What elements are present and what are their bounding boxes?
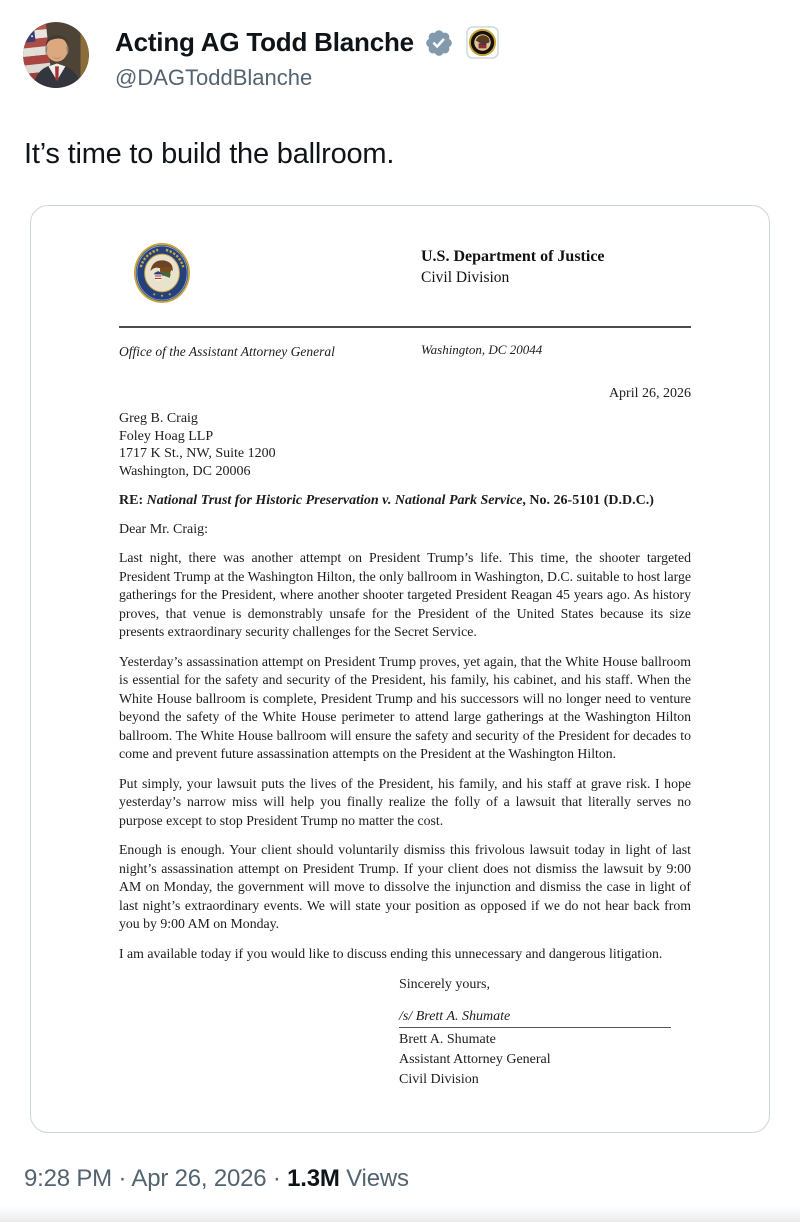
agency-block	[421, 248, 605, 287]
tweet-text: It’s time to build the ballroom.	[24, 138, 395, 170]
avatar[interactable]	[23, 22, 89, 88]
recipient-line: Greg B. Craig	[119, 411, 198, 426]
letter-paragraph: Yesterday’s assassination attempt on President Trump proves, yet again, that the White House ballroom is essential for the safety and security of the President, his family, his cabinet, and his staff. When the White House ballroom is complete, President Trump and his successors will no longer need to venture beyond the safety of the White House perimeter to attend large gatherings at the Washington Hilton ballroom. The White House ballroom will ensure the safety and security of the President for decades to come and prevent future assassination attempts on the President at the Washington Hilton.	[119, 653, 691, 761]
signer-division: Civil Division	[399, 1072, 479, 1087]
author-handle[interactable]: @DAGToddBlanche	[115, 65, 313, 90]
views-count: 1.3M	[287, 1165, 340, 1192]
recipient-line: Washington, DC 20006	[119, 463, 251, 479]
avatar-photo	[23, 22, 89, 88]
signer-name: Brett A. Shumate	[399, 1032, 496, 1047]
doj-seal-icon	[133, 242, 191, 304]
salutation: Dear Mr. Craig:	[119, 522, 209, 537]
verified-badge-icon	[424, 28, 454, 58]
letter-paragraph: I am available today if you would like to discuss ending this unnecessary and dangerous litigation.	[119, 945, 663, 961]
tweet-media-letter[interactable]	[30, 205, 770, 1133]
letterhead	[119, 242, 691, 306]
signature-line: /s/ Brett A. Shumate	[399, 1009, 671, 1028]
agency-name: U.S. Department of Justice	[421, 248, 605, 265]
agency-division: Civil Division	[421, 269, 510, 286]
letter-paragraph: Last night, there was another attempt on President Trump’s life. This time, the shooter targeted President Trump at the Washington Hilton, the only ballroom in Washington, D.C. suitable to host large gatherings for the President, where another shooter targeted President Reagan 45 years ago. As history proves, that venue is demonstrably unsafe for the President of the United States because its size presents extraordinary security challenges for the Secret Service.	[119, 550, 691, 639]
recipient-address	[119, 410, 691, 480]
doj-affiliation-badge-icon[interactable]	[466, 26, 499, 59]
recipient-line: 1717 K St., NW, Suite 1200	[119, 446, 276, 461]
letter-paragraph: Put simply, your lawsuit puts the lives of the President, his family, and his staff at grave risk. I hope yesterday’s narrow miss will help you finally realize the folly of a lawsuit that literally serves no purpose except to stop President Trump no matter the cost.	[119, 775, 691, 828]
recipient-line: Foley Hoag LLP	[119, 428, 214, 444]
letter-date: April 26, 2026	[608, 386, 691, 401]
letter-paragraph: Enough is enough. Your client should voluntarily dismiss this frivolous lawsuit today in light of last night’s assassination attempt on President Trump. If your client does not dismiss the lawsuit by 9:00 AM on Monday, the government will move to dissolve the injunction and dismiss the case in light of last night’s extraordinary events. We will state your position as opposed if we do not hear back from you by 9:00 AM on Monday.	[119, 842, 691, 931]
signer-title: Assistant Attorney General	[399, 1052, 551, 1067]
timestamp[interactable]: 9:28 PM · Apr 26, 2026	[24, 1165, 267, 1192]
tweet-header	[23, 22, 499, 91]
footer-separator: ·	[266, 1165, 288, 1192]
author-block	[115, 22, 499, 91]
office-row	[119, 344, 691, 362]
views-label: Views	[339, 1165, 409, 1192]
tweet-footer	[24, 1165, 409, 1193]
letterhead-rule	[119, 326, 691, 328]
bottom-fade	[0, 1206, 800, 1222]
office-name: Office of the Assistant Attorney General	[119, 344, 335, 359]
signature-block	[399, 977, 691, 1088]
office-city: Washington, DC 20044	[421, 342, 543, 357]
re-line: RE: National Trust for Historic Preservation v. National Park Service, No. 26-5101 (D.D.C.)	[119, 493, 654, 508]
doj-letter	[31, 206, 769, 1088]
display-name[interactable]: Acting AG Todd Blanche	[115, 27, 414, 57]
closing: Sincerely yours,	[399, 977, 490, 992]
case-name: National Trust for Historic Preservation v. National Park Service	[146, 493, 523, 508]
